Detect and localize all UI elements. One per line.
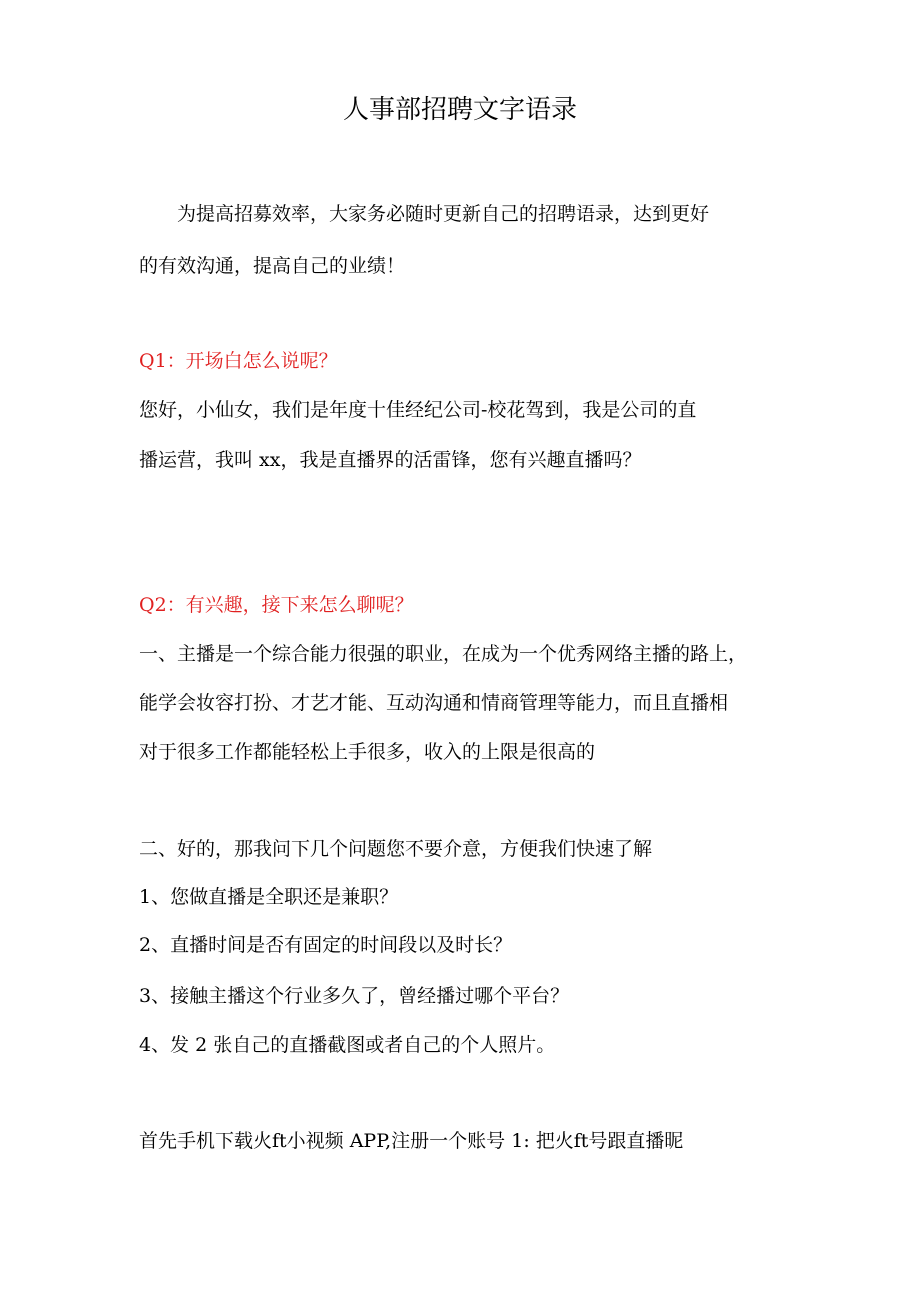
q1-question: Q1：开场白怎么说呢？ (139, 350, 338, 372)
q2-part2-item-4: 4、发 2 张自己的直播截图或者自己的个人照片。 (139, 1034, 556, 1056)
q2-part2-intro: 二、好的，那我问下几个问题您不要介意，方便我们快速了解 (139, 838, 653, 860)
q2-part1-line-1: 一、主播是一个综合能力很强的职业，在成为一个优秀网络主播的路上， (139, 643, 748, 665)
q2-part2-item-2: 2、直播时间是否有固定的时间段以及时长？ (139, 934, 513, 956)
intro-line-2: 的有效沟通，提高自己的业绩！ (139, 255, 406, 277)
q2-part1-line-3: 对于很多工作都能轻松上手很多，收入的上限是很高的 (139, 741, 596, 763)
closing-line: 首先手机下载火ft小视频 APP,注册一个账号 1: 把火ft号跟直播昵 (139, 1130, 684, 1152)
q1-answer-line-2: 播运营，我叫 xx，我是直播界的活雷锋，您有兴趣直播吗？ (139, 449, 642, 471)
q2-part1-line-2: 能学会妆容打扮、才艺才能、互动沟通和情商管理等能力，而且直播相 (139, 692, 729, 714)
document-title: 人事部招聘文字语录 (342, 95, 577, 125)
q1-answer-line-1: 您好，小仙女，我们是年度十佳经纪公司-校花驾到，我是公司的直 (139, 399, 697, 421)
intro-line-1: 为提高招募效率，大家务必随时更新自己的招聘语录，达到更好 (177, 203, 710, 225)
q2-part2-item-1: 1、您做直播是全职还是兼职？ (139, 886, 399, 908)
q2-part2-item-3: 3、接触主播这个行业多久了，曾经播过哪个平台？ (139, 985, 570, 1007)
q2-question: Q2：有兴趣，接下来怎么聊呢？ (139, 594, 414, 616)
